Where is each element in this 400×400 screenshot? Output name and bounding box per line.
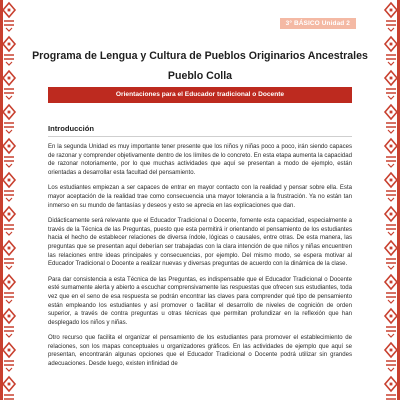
section-divider [48, 136, 352, 137]
right-decorative-border [382, 0, 400, 400]
section-heading: Introducción [48, 124, 94, 133]
paragraph: En la segunda Unidad es muy importante tener presente que los niños y niñas poco a poco, irán siendo capaces de razonar y comprender objetivamente dentro de los límites de lo concreto. En esta etapa aumenta la capacidad de razonar notoriamente, por lo que muchas actividades que aquí se presentan a modo de ejemplo, están orientadas a desarrollar esta facultad del pensamiento. [48, 144, 352, 176]
body-text [48, 143, 352, 376]
people-subtitle: Pueblo Colla [167, 70, 233, 82]
program-title: Programa de Lengua y Cultura de Pueblos Originarios Ancestrales [32, 50, 368, 62]
paragraph: Para dar consistencia a esta Técnica de las Preguntas, es indispensable que el Educador Tradicional o Docente esté sumamente alerta y abierto a escuchar comprensivamente las respuestas que ofrecen sus estudiantes, toda vez que en el seno de esa respuesta se podrán encontrar las claves para comprender qué tipo de pensamiento están empleando los estudiantes y así promover o facilitar el desarrollo de niveles de cognición de orden superior, a través de contra preguntas u otras técnicas que permitan profundizar en la reflexión que han desplegado los niños y niñas. [48, 276, 352, 326]
paragraph: Los estudiantes empiezan a ser capaces de entrar en mayor contacto con la realidad y pensar sobre ella. Esta mayor aceptación de la realidad trae como consecuencia una mayor tolerancia a la frustración. Ya no están tan inmerso en su mundo de fantasías y deseos y esto se aprecia en las explicaciones que dan. [48, 185, 352, 209]
left-decorative-border [0, 0, 18, 400]
grade-unit-badge: 3° BÁSICO Unidad 2 [280, 18, 356, 29]
paragraph: Didácticamente será relevante que el Educador Tradicional o Docente, fomente esta capacidad, especialmente a través de la Técnica de las Preguntas, puesto que esta permitirá ir orientando el pensamiento de los estudiantes hacia el hecho de establecer relaciones de diversa índole, lógicas o causales, entre otras. De esta manera, las preguntas que se presentan aquí deberían ser trabajadas con la clara intención de que niños y niñas encuentren las relaciones entre ideas principales y consecuencias, por ejemplo. Del mismo modo, se espera motivar al Educador Tradicional o Docente a realizar nuevas y diversas preguntas de acuerdo con la dinámica de la clase. [48, 218, 352, 268]
guidance-banner: Orientaciones para el Educador tradicional o Docente [48, 87, 352, 103]
paragraph: Otro recurso que facilita el organizar el pensamiento de los estudiantes para promover el establecimiento de relaciones, son los mapas conceptuales u organizadores gráficos. En las actividades de ejemplo que aquí se presentan, encontrarán algunas opciones que el Educador Tradicional o Docente podrá utilizar sin grandes adecuaciones. Desde luego, existen infinidad de [48, 335, 352, 368]
